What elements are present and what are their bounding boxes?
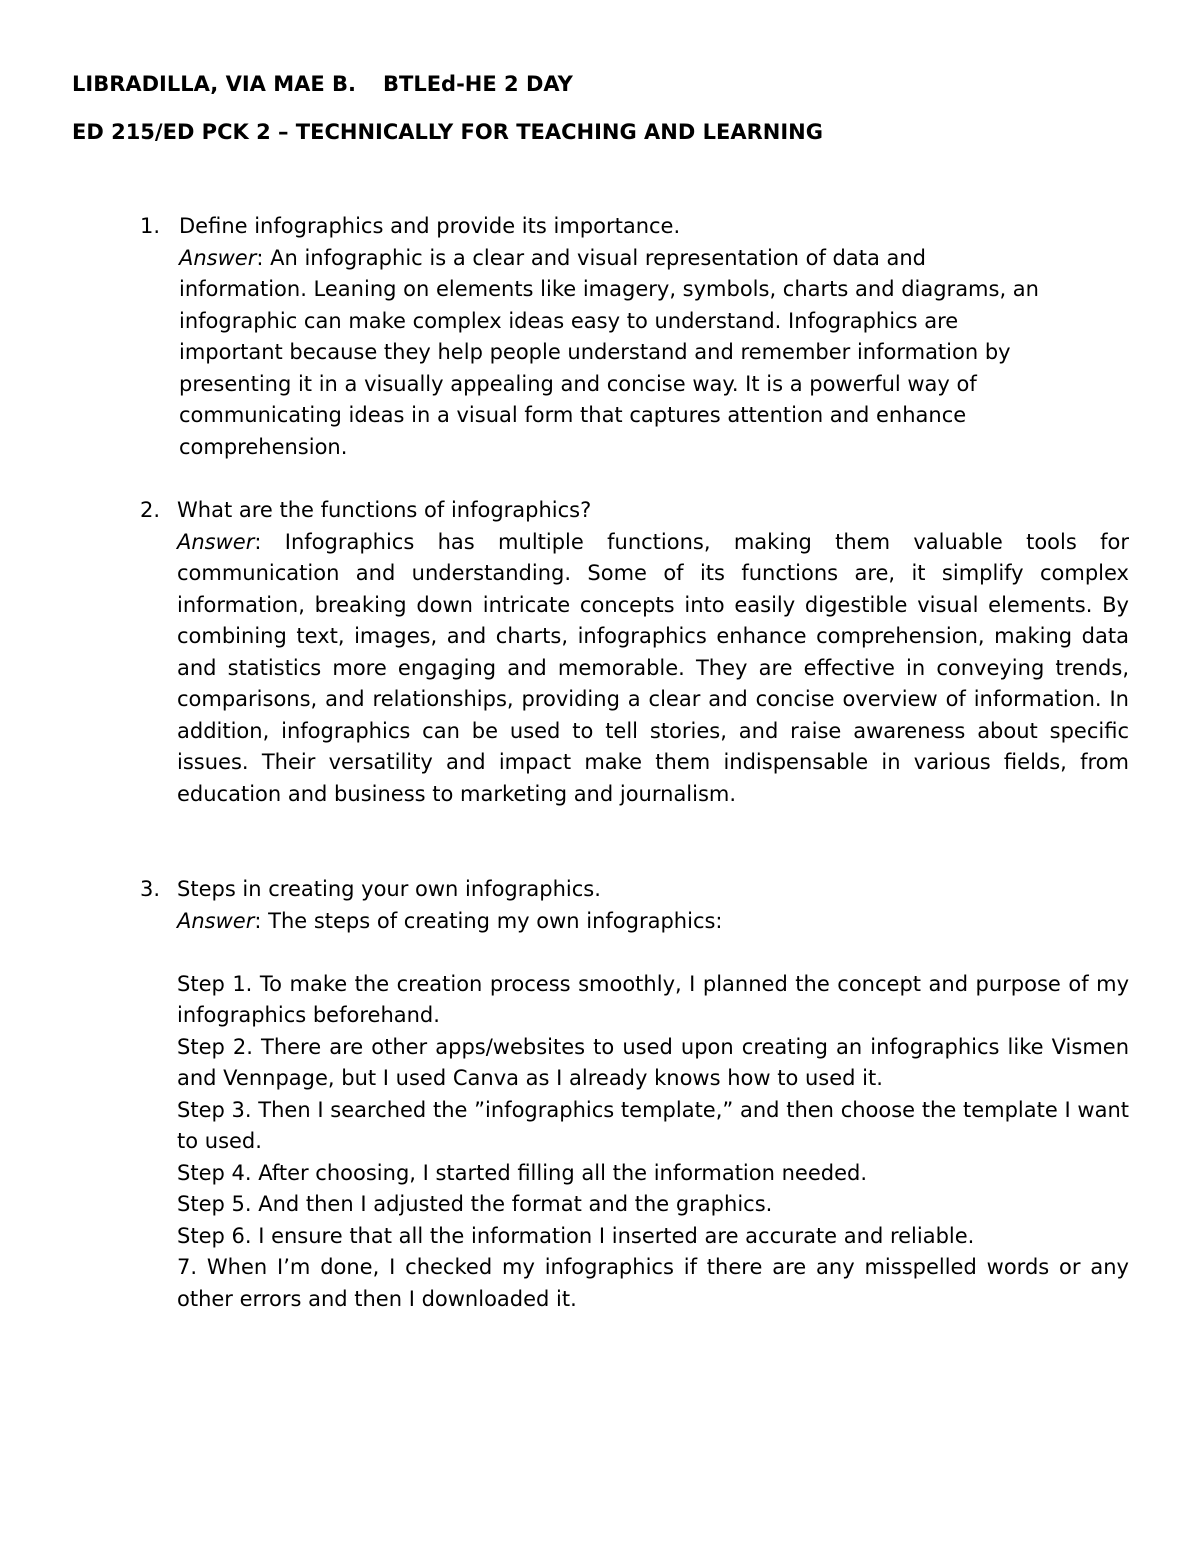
subject-title: ED 215/ED PCK 2 – TECHNICALLY FOR TEACHING AND LEARNING xyxy=(72,120,823,144)
header-name-line xyxy=(72,70,573,98)
step-item: Step 3. Then I searched the ”infographics template,” and then choose the template I want to used. xyxy=(177,1097,1129,1153)
question-number: 1. xyxy=(140,214,161,238)
course-section: BTLEd-HE 2 DAY xyxy=(382,72,573,96)
step-item: Step 6. I ensure that all the information I inserted are accurate and reliable. xyxy=(177,1223,975,1248)
question-text: Define infographics and provide its importance. xyxy=(179,214,681,238)
step-item: Step 1. To make the creation process smoothly, I planned the concept and purpose of my infographics beforehand. xyxy=(177,971,1129,1027)
spacer xyxy=(177,937,1129,969)
answer-label: Answer xyxy=(177,908,255,933)
step-item: Step 4. After choosing, I started filling all the information needed. xyxy=(177,1160,868,1185)
question-text: Steps in creating your own infographics. xyxy=(177,877,601,901)
question-item xyxy=(72,874,1129,1315)
question-text: What are the functions of infographics? xyxy=(177,498,592,522)
student-name: LIBRADILLA, VIA MAE B. xyxy=(72,72,356,96)
step-item: Step 2. There are other apps/websites to used upon creating an infographics like Vismen and Vennpage, but I used Canva as I already knows how to used it. xyxy=(177,1034,1129,1090)
question-number: 2. xyxy=(140,498,161,522)
question-item xyxy=(72,211,1129,463)
answer-label: Answer xyxy=(177,529,255,554)
answer-text: : An infographic is a clear and visual representation of data and information. Leaning on elements like imagery, symbols, charts and diagrams, an infographic can make complex ideas easy to understand. Infographics are important because they help people understand and remember information by presenting it in a visually appealing and concise way. It is a powerful way of communicating ideas in a visual form that captures attention and enhance comprehension. xyxy=(179,245,1039,459)
step-item: Step 5. And then I adjusted the format and the graphics. xyxy=(177,1192,773,1216)
answer-paragraph xyxy=(177,527,1129,811)
answer-label: Answer xyxy=(179,245,257,270)
answer-paragraph xyxy=(177,906,1129,938)
answer-paragraph xyxy=(179,243,1059,464)
answer-text: : The steps of creating my own infographics: xyxy=(254,908,723,933)
question-item xyxy=(72,495,1129,810)
step-item: 7. When I’m done, I checked my infographics if there are any misspelled words or any other errors and then I downloaded it. xyxy=(177,1255,1129,1311)
question-number: 3. xyxy=(140,877,161,901)
answer-text: : Infographics has multiple functions, making them valuable tools for communication and understanding. Some of its functions are, it simplify complex information, breaking down intricate concepts into easily digestible visual elements. By combining text, images, and charts, infographics enhance comprehension, making data and statistics more engaging and memorable. They are effective in conveying trends, comparisons, and relationships, providing a clear and concise overview of information. In addition, infographics can be used to tell stories, and raise awareness about specific issues. Their versatility and impact make them indispensable in various fields, from education and business to marketing and journalism. xyxy=(177,529,1129,806)
